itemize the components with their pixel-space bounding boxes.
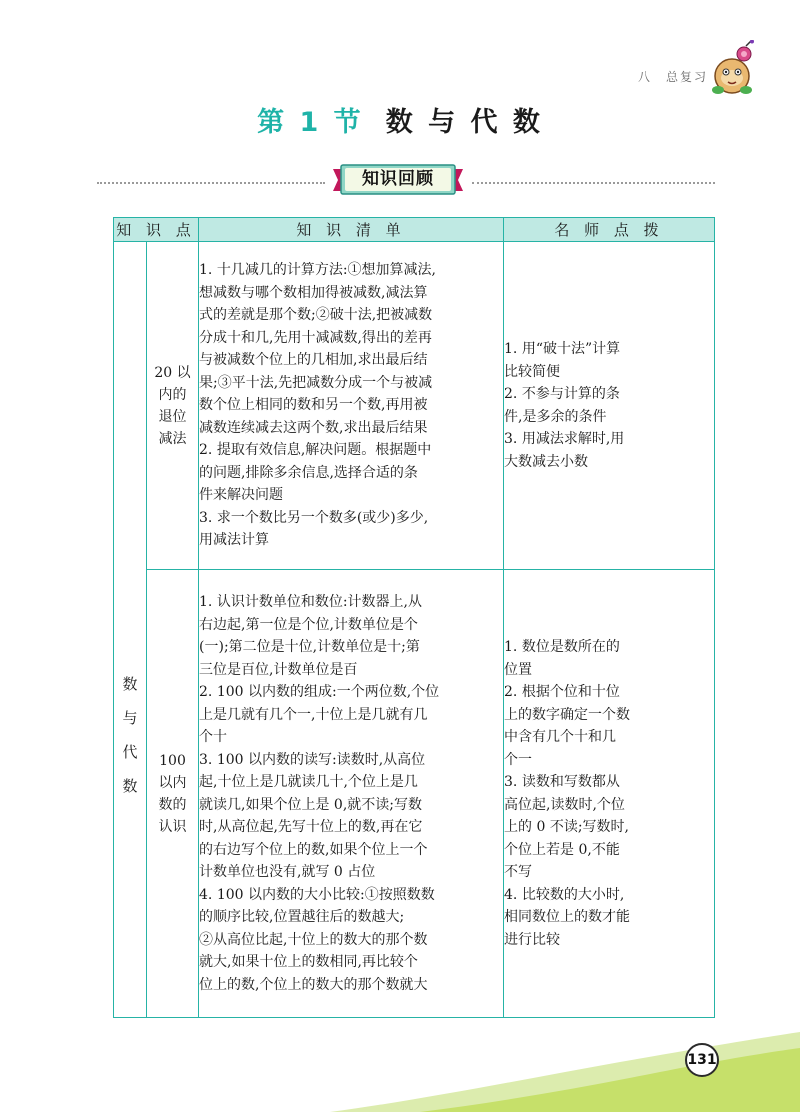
tip-line: 4. 比较数的大小时, bbox=[504, 886, 625, 903]
tips-cell bbox=[504, 570, 715, 1018]
tip-line: 个位上若是 0,不能 bbox=[504, 841, 620, 858]
content-line: 就大,如果十位上的数相同,再比较个 bbox=[199, 954, 418, 970]
table-header-row bbox=[114, 218, 715, 242]
content-line: 分成十和几,先用十减减数,得出的差再 bbox=[199, 329, 432, 346]
content-line: 的问题,排除多余信息,选择合适的条 bbox=[199, 464, 418, 481]
content-line: 3. 100 以内数的读写:读数时,从高位 bbox=[199, 751, 426, 768]
content-line: 计数单位也没有,就写 0 占位 bbox=[199, 864, 376, 880]
category-cell bbox=[114, 242, 147, 1018]
tip-line: 个一 bbox=[504, 751, 533, 768]
topic-line: 认识 bbox=[158, 818, 187, 835]
content-line: 位上的数,个位上的数大的那个数就大 bbox=[199, 976, 428, 993]
content-line: 1. 十几减几的计算方法:①想加算减法, bbox=[199, 262, 436, 279]
content-line: 式的差就是那个数;②破十法,把被减数 bbox=[199, 307, 433, 324]
tip-line: 1. 用“破十法”计算 bbox=[504, 341, 621, 357]
tip-line: 中含有几个十和几 bbox=[504, 729, 617, 745]
content-line: 果;③平十法,先把减数分成一个与被减 bbox=[199, 374, 433, 391]
tip-line: 上的数字确定一个数 bbox=[504, 706, 631, 723]
divider-left bbox=[97, 182, 325, 184]
tip-line: 不写 bbox=[504, 864, 533, 880]
section-title bbox=[0, 100, 800, 139]
header-knowledge-point: 知 识 点 bbox=[114, 218, 199, 242]
category-char: 与 bbox=[122, 708, 138, 727]
tip-line: 进行比较 bbox=[504, 931, 561, 948]
section-number: 第 1 节 bbox=[257, 107, 364, 138]
knowledge-table bbox=[113, 217, 715, 1018]
topic-line: 100 bbox=[159, 752, 186, 769]
content-line: (一);第二位是十位,计数单位是十;第 bbox=[199, 639, 420, 655]
content-line: 4. 100 以内数的大小比较:①按照数数 bbox=[199, 886, 435, 903]
category-char: 代 bbox=[122, 742, 138, 761]
content-line: 起,十位上是几就读几十,个位上是几 bbox=[199, 774, 418, 790]
section-name: 数 与 代 数 bbox=[385, 107, 543, 138]
tip-line: 位置 bbox=[504, 661, 533, 678]
content-line: 数个位上相同的数和另一个数,再用被 bbox=[199, 397, 428, 414]
content-line: 的右边写个位上的数,如果个位上一个 bbox=[199, 841, 428, 858]
header-teacher-tips: 名 师 点 拨 bbox=[504, 218, 715, 242]
page-number: 131 bbox=[687, 1052, 717, 1068]
category-char: 数 bbox=[122, 776, 138, 795]
tip-line: 上的 0 不读;写数时, bbox=[504, 819, 629, 835]
content-line: 的顺序比较,位置越往后的数越大; bbox=[199, 909, 405, 925]
content-line: 右边起,第一位是个位,计数单位是个 bbox=[199, 616, 418, 633]
topic-line: 数的 bbox=[158, 796, 187, 813]
content-line: 三位是百位,计数单位是百 bbox=[199, 661, 358, 678]
tip-line: 1. 数位是数所在的 bbox=[504, 639, 620, 655]
topic-cell bbox=[147, 242, 199, 570]
mascot-icon bbox=[704, 40, 762, 96]
badge-label: 知识回顾 bbox=[362, 169, 434, 189]
topic-line: 退位 bbox=[158, 408, 187, 425]
tip-line: 3. 用减法求解时,用 bbox=[504, 431, 625, 447]
content-line: 减数连续减去这两个数,求出最后结果 bbox=[199, 419, 428, 436]
content-line: 件来解决问题 bbox=[199, 487, 284, 504]
content-line: 用减法计算 bbox=[199, 532, 270, 549]
topic-line: 20 以 bbox=[154, 364, 191, 381]
header-knowledge-list: 知 识 清 单 bbox=[199, 218, 504, 242]
content-line: ②从高位比起,十位上的数大的那个数 bbox=[199, 931, 428, 948]
tip-line: 2. 根据个位和十位 bbox=[504, 684, 620, 700]
chapter-label: 八 总复习 bbox=[638, 70, 709, 84]
content-line: 时,从高位起,先写十位上的数,再在它 bbox=[199, 819, 423, 835]
topic-line: 内的 bbox=[158, 386, 187, 403]
content-line: 2. 提取有效信息,解决问题。根据题中 bbox=[199, 442, 432, 459]
content-line: 想减数与哪个数相加得被减数,减法算 bbox=[199, 284, 428, 301]
content-line: 1. 认识计数单位和数位:计数器上,从 bbox=[199, 594, 422, 610]
table-row bbox=[114, 570, 715, 1018]
content-line: 与被减数个位上的几相加,求出最后结 bbox=[199, 352, 428, 369]
topic-line: 减法 bbox=[158, 430, 187, 447]
footer-wave bbox=[0, 1010, 800, 1112]
tip-line: 2. 不参与计算的条 bbox=[504, 386, 620, 402]
content-line: 上是几就有几个一,十位上是几就有几 bbox=[199, 706, 428, 723]
table-row bbox=[114, 242, 715, 570]
tip-line: 大数减去小数 bbox=[504, 453, 589, 470]
tip-line: 3. 读数和写数都从 bbox=[504, 774, 620, 790]
content-line: 2. 100 以内数的组成:一个两位数,个位 bbox=[199, 684, 440, 700]
divider-right bbox=[472, 182, 715, 184]
tips-cell bbox=[504, 242, 715, 570]
content-cell bbox=[199, 570, 504, 1018]
content-line: 就读几,如果个位上是 0,就不读;写数 bbox=[199, 796, 422, 813]
content-line: 3. 求一个数比另一个数多(或少)多少, bbox=[199, 509, 429, 526]
tip-line: 高位起,读数时,个位 bbox=[504, 796, 625, 813]
content-cell bbox=[199, 242, 504, 570]
tip-line: 件,是多余的条件 bbox=[504, 408, 607, 425]
tip-line: 比较简便 bbox=[504, 363, 561, 380]
content-line: 个十 bbox=[199, 729, 228, 745]
tip-line: 相同数位上的数才能 bbox=[504, 909, 631, 925]
topic-cell bbox=[147, 570, 199, 1018]
topic-line: 以内 bbox=[158, 774, 187, 791]
category-char: 数 bbox=[122, 674, 138, 693]
